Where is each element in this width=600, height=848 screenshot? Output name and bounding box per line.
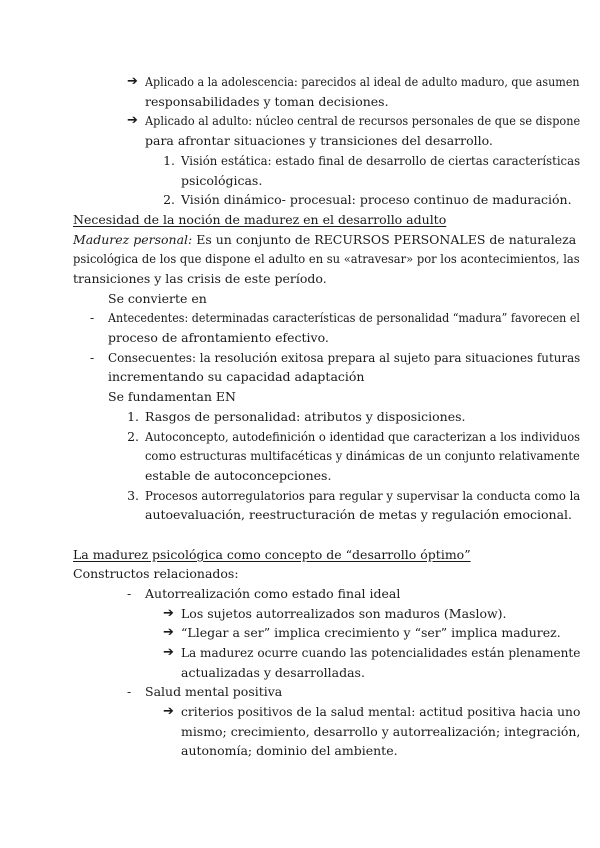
dash-bullet: -: [127, 684, 132, 699]
list-number: 1.: [163, 153, 175, 168]
autoconcepto-line-3: estable de autoconcepciones.: [145, 468, 332, 483]
se-convierte-label: Se convierte en: [108, 291, 207, 306]
definition-term: Madurez personal:: [73, 232, 193, 247]
arrow-icon: ➔: [127, 113, 138, 128]
rasgos-line: Rasgos de personalidad: atributos y disposiciones.: [145, 409, 466, 424]
potencialidades-line-1: La madurez ocurre cuando las potencialidades están plenamente: [181, 645, 581, 660]
consecuentes-line-2: incrementando su capacidad adaptación: [108, 369, 365, 384]
item-adolescencia-line-1: Aplicado a la adolescencia: parecidos al ideal de adulto maduro, que asumen: [145, 74, 580, 89]
arrow-icon: ➔: [127, 74, 138, 89]
dash-bullet: -: [90, 310, 95, 325]
vision-dinamica-line: Visión dinámico- procesual: proceso continuo de maduración.: [181, 192, 572, 207]
list-number: 3.: [127, 488, 139, 503]
dash-bullet: -: [127, 586, 132, 601]
procesos-line-1: Procesos autorregulatorios para regular y supervisar la conducta como la: [145, 488, 581, 503]
definition-line-2: psicológica de los que dispone el adulto en su «atravesar» por los acontecimientos, las: [73, 251, 580, 266]
autorrealizacion-label: Autorrealización como estado final ideal: [145, 586, 401, 601]
antecedentes-line-1: Antecedentes: determinadas características de personalidad “madura” favorecen el: [108, 310, 580, 325]
definition-text: Es un conjunto de RECURSOS PERSONALES de naturaleza: [192, 232, 577, 247]
definition-line-3: transiciones y las crisis de este período.: [73, 271, 327, 286]
consecuentes-line-1: Consecuentes: la resolución exitosa prepara al sujeto para situaciones futuras: [108, 350, 581, 365]
criterios-line-3: autonomía; dominio del ambiente.: [181, 743, 398, 758]
autoconcepto-line-1: Autoconcepto, autodefinición o identidad que caracterizan a los individuos: [145, 429, 581, 444]
section-heading-necesidad: Necesidad de la noción de madurez en el desarrollo adulto: [73, 212, 447, 227]
item-adulto-line-1: Aplicado al adulto: núcleo central de recursos personales de que se dispone: [145, 113, 581, 128]
vision-estatica-line-2: psicológicas.: [181, 173, 263, 188]
criterios-line-2: mismo; crecimiento, desarrollo y autorrealización; integración,: [181, 724, 581, 739]
list-number: 2.: [163, 192, 175, 207]
constructos-label: Constructos relacionados:: [73, 566, 239, 581]
list-number: 2.: [127, 429, 139, 444]
antecedentes-line-2: proceso de afrontamiento efectivo.: [108, 330, 329, 345]
autoconcepto-line-2: como estructuras multifacéticas y dinámicas de un conjunto relativamente: [145, 448, 580, 463]
llegar-a-ser-line: “Llegar a ser” implica crecimiento y “ser” implica madurez.: [181, 625, 561, 640]
section-heading-madurez-psicologica: La madurez psicológica como concepto de “desarrollo óptimo”: [73, 547, 471, 562]
list-number: 1.: [127, 409, 139, 424]
vision-estatica-line-1: Visión estática: estado final de desarrollo de ciertas características: [181, 153, 581, 168]
criterios-line-1: criterios positivos de la salud mental: actitud positiva hacia uno: [181, 704, 581, 719]
arrow-icon: ➔: [163, 704, 174, 719]
item-adolescencia-line-2: responsabilidades y toman decisiones.: [145, 94, 389, 109]
potencialidades-line-2: actualizadas y desarrolladas.: [181, 665, 365, 680]
arrow-icon: ➔: [163, 625, 174, 640]
dash-bullet: -: [90, 350, 95, 365]
arrow-icon: ➔: [163, 606, 174, 621]
item-adulto-line-2: para afrontar situaciones y transiciones del desarrollo.: [145, 133, 493, 148]
arrow-icon: ➔: [163, 645, 174, 660]
definition-line-1: [73, 230, 576, 250]
procesos-line-2: autoevaluación, reestructuración de metas y regulación emocional.: [145, 507, 572, 522]
maslow-line: Los sujetos autorrealizados son maduros (Maslow).: [181, 606, 507, 621]
salud-mental-label: Salud mental positiva: [145, 684, 283, 699]
se-fundamentan-label: Se fundamentan EN: [108, 389, 236, 404]
